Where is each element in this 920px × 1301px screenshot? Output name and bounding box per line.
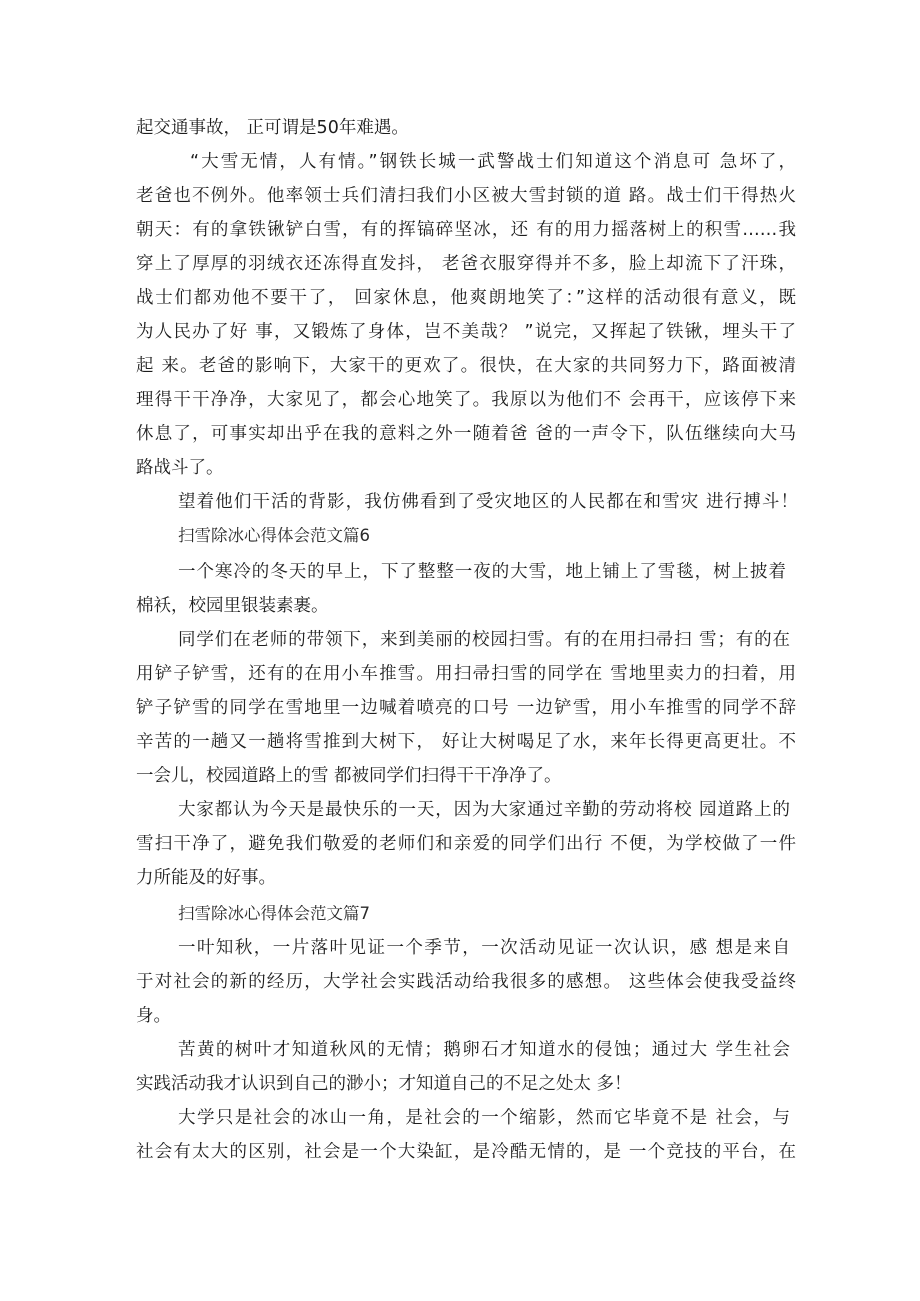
text-line: 铲子铲雪的同学在雪地里一边喊着喷亮的口号 一边铲雪，用小车推雪的同学不辞 bbox=[136, 698, 796, 718]
text-line: 身。 bbox=[136, 1006, 171, 1026]
text-line: 穿上了厚厚的羽绒衣还冻得直发抖， 老爸衣服穿得并不多，脸上却流下了汗珠， bbox=[136, 254, 796, 274]
text-line: 用铲子铲雪，还有的在用小车推雪。用扫帚扫雪的同学在 雪地里卖力的扫着，用 bbox=[136, 664, 796, 684]
text-line: 理得干干净净，大家见了，都会心地笑了。我原以为他们不 会再干，应该停下来 bbox=[136, 390, 796, 410]
text-line: 雪扫干净了，避免我们敬爱的老师们和亲爱的同学们出行 不便，为学校做了一件 bbox=[136, 834, 796, 854]
text-line: 力所能及的好事。 bbox=[136, 868, 276, 888]
text-line: 实践活动我才认识到自己的渺小；才知道自己的不足之处太 多！ bbox=[136, 1074, 632, 1094]
text-line: 休息了，可事实却出乎在我的意料之外一随着爸 爸的一声令下，队伍继续向大马 bbox=[136, 424, 796, 444]
section-heading: 扫雪除冰心得体会范文篇7 bbox=[178, 904, 370, 923]
paragraph-first-line: 大家都认为今天是最快乐的一天，因为大家通过辛勤的劳动将校 园道路上的 bbox=[178, 800, 790, 820]
paragraph-first-line: 一个寒冷的冬天的早上，下了整整一夜的大雪，地上铺上了雪毯，树上披着 bbox=[178, 562, 786, 582]
text-line: 起交通事故， 正可谓是50年难遇。 bbox=[136, 118, 409, 138]
text-line: 老爸也不例外。他率领士兵们清扫我们小区被大雪封锁的道 路。战士们干得热火 bbox=[136, 186, 796, 206]
text-line: 社会有太大的区别，社会是一个大染缸，是冷酷无情的，是 一个竞技的平台，在 bbox=[136, 1142, 796, 1162]
text-line: 辛苦的一趟又一趟将雪推到大树下， 好让大树喝足了水，来年长得更高更壮。不 bbox=[136, 732, 796, 752]
text-line: 一会儿，校园道路上的雪 都被同学们扫得干干净净了。 bbox=[136, 766, 562, 786]
text-line: 路战斗了。 bbox=[136, 458, 224, 478]
text-line: 起 来。老爸的影响下，大家干的更欢了。很快，在大家的共同努力下，路面被清 bbox=[136, 356, 796, 376]
section-heading: 扫雪除冰心得体会范文篇6 bbox=[178, 526, 370, 545]
paragraph-first-line: 大学只是社会的冰山一角，是社会的一个缩影，然而它毕竟不是 社会，与 bbox=[178, 1108, 790, 1128]
paragraph-first-line: “大雪无情，人有情。”钢铁长城一武警战士们知道这个消息可 急坏了， bbox=[190, 152, 796, 172]
text-line: 战士们都劝他不要干了， 回家休息，他爽朗地笑了：”这样的活动很有意义，既 bbox=[136, 288, 796, 308]
paragraph-first-line: 同学们在老师的带领下，来到美丽的校园扫雪。有的在用扫帚扫 雪；有的在 bbox=[178, 630, 790, 650]
text-line: 朝天：有的拿铁锹铲白雪，有的挥镐碎坚冰，还 有的用力摇落树上的积雪……我 bbox=[136, 220, 796, 240]
paragraph-first-line: 一叶知秋，一片落叶见证一个季节，一次活动见证一次认识，感 想是来自 bbox=[178, 938, 790, 958]
text-line: 棉袄，校园里银装素裹。 bbox=[136, 596, 329, 616]
paragraph-first-line: 望着他们干活的背影，我仿佛看到了受灾地区的人民都在和雪灾 进行搏斗！ bbox=[178, 492, 798, 512]
text-line: 为人民办了好 事，又锻炼了身体，岂不美哉？ ”说完，又挥起了铁锹，埋头干了 bbox=[136, 322, 796, 342]
paragraph-first-line: 苦黄的树叶才知道秋风的无情；鹅卵石才知道水的侵蚀；通过大 学生社会 bbox=[178, 1040, 790, 1060]
text-line: 于对社会的新的经历，大学社会实践活动给我很多的感想。 这些体会使我受益终 bbox=[136, 972, 796, 992]
